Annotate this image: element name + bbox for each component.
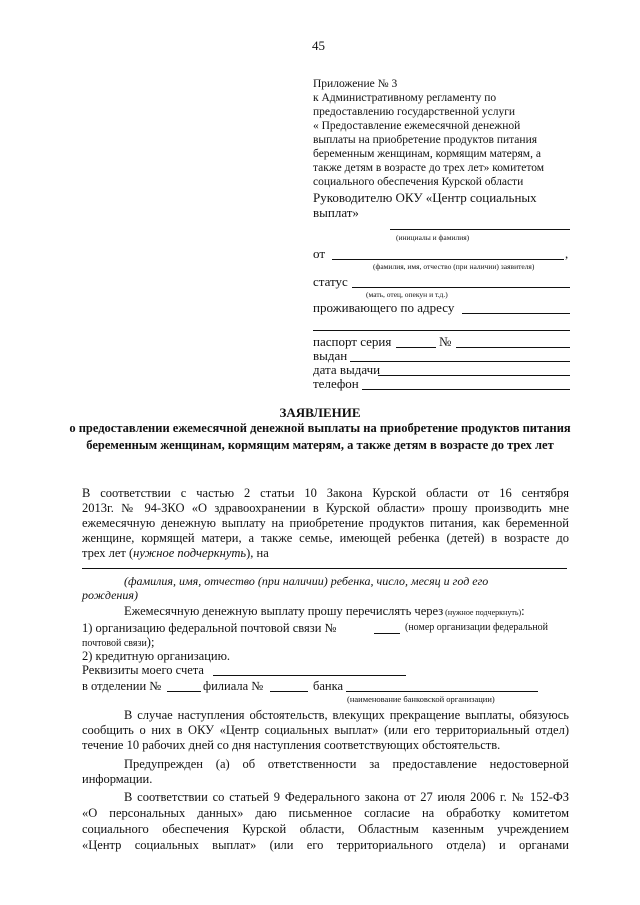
body-line: «О персональных данных» даю письменное согласие на обработку комитетом — [82, 806, 569, 820]
initials-caption: (инициалы и фамилия) — [396, 233, 470, 242]
status-line[interactable] — [352, 287, 570, 288]
passport-label: паспорт серия — [313, 334, 392, 349]
issued-label: выдан — [313, 348, 348, 363]
branch-number-line[interactable] — [167, 691, 201, 692]
post-note-2 — [82, 635, 154, 650]
header-line: предоставлению государственной услуги — [313, 106, 516, 118]
page-number: 45 — [312, 38, 325, 53]
bank-caption: (наименование банковской организации) — [347, 694, 495, 704]
account-label: Реквизиты моего счета — [82, 663, 204, 677]
body-line: В соответствии со статьей 9 Федерального закона от 27 июля 2006 г. № 152-ФЗ — [124, 790, 569, 804]
status-caption: (мать, отец, опекун и т.д.) — [366, 290, 448, 299]
addressee-line-2: выплат» — [313, 205, 359, 220]
payment-method-line — [124, 604, 525, 619]
body-text: ), на — [246, 546, 269, 560]
document-title: ЗАЯВЛЕНИЕ — [279, 405, 361, 420]
body-text: почтовой связи — [82, 638, 147, 649]
body-line: Предупрежден (а) об ответственности за предоставление недостоверной — [124, 757, 569, 771]
filial-number-line[interactable] — [270, 691, 308, 692]
body-line: «Центр социальных выплат» (или его территориального отдела) и органами — [82, 838, 569, 852]
header-line: к Административному регламенту по — [313, 92, 497, 104]
option-bank: 2) кредитную организацию. — [82, 649, 231, 663]
issue-date-line[interactable] — [378, 375, 570, 376]
header-line: выплаты на приобретение продуктов питания — [313, 134, 538, 146]
body-line: ежемесячную денежную выплату на приобретение продуктов питания, как беременной — [82, 516, 569, 530]
body-line: течение 10 рабочих дней со дня наступления соответствующих обстоятельств. — [82, 738, 501, 752]
document-subtitle: о предоставлении ежемесячной денежной выплаты на приобретение продуктов питания беременным женщинам, кормящим матерям, а также детям в возрасте до трех лет — [69, 421, 571, 452]
header-line: социального обеспечения Курской области — [313, 176, 524, 188]
body-text-italic: нужное подчеркнуть — [133, 546, 247, 560]
body-line: В случае наступления обстоятельств, влекущих прекращение выплаты, обязуюсь — [124, 708, 569, 722]
header-line: беременным женщинам, кормящим матерям, а — [313, 148, 541, 160]
branch-label: в отделении № — [82, 679, 162, 693]
filial-label: филиала № — [203, 679, 264, 693]
body-text: ); — [146, 635, 155, 649]
body-line: информации. — [82, 772, 153, 786]
body-text: Ежемесячную денежную выплату прошу перечислять через — [124, 604, 444, 618]
body-line: В соответствии с частью 2 статьи 10 Закона Курской области от 16 сентября — [82, 486, 569, 500]
phone-label: телефон — [313, 376, 359, 391]
status-label: статус — [313, 274, 348, 289]
body-line: сообщить о них в ОКУ «Центр социальных выплат» (или его территориальный отдел) — [82, 723, 569, 737]
header-line: Приложение № 3 — [313, 78, 398, 90]
issued-line[interactable] — [350, 361, 570, 362]
bank-label: банка — [313, 679, 344, 693]
body-line: социального обеспечения Курской области, Областным казенным учреждением — [82, 822, 569, 836]
address-line-2[interactable] — [313, 330, 570, 331]
issue-date-label: дата выдачи — [313, 362, 381, 377]
from-caption: (фамилия, имя, отчество (при наличии) заявителя) — [373, 262, 535, 271]
child-caption: (фамилия, имя, отчество (при наличии) ребенка, число, месяц и год его — [124, 574, 489, 588]
addressee-line-1: Руководителю ОКУ «Центр социальных — [313, 190, 537, 205]
account-line[interactable] — [213, 675, 406, 676]
passport-number-line[interactable] — [456, 347, 570, 348]
phone-line[interactable] — [362, 389, 570, 390]
body-text: : — [521, 604, 525, 618]
bank-name-line[interactable] — [346, 691, 538, 692]
body-text: трех лет ( — [82, 546, 134, 560]
from-comma: , — [565, 246, 569, 261]
body-line: 2013г. № 94-ЗКО «О здравоохранении в Курской области» прошу производить мне — [82, 501, 569, 515]
initials-line[interactable] — [390, 229, 570, 230]
option-post: 1) организацию федеральной почтовой связи № — [82, 621, 337, 635]
payment-note: (нужное подчеркнуть) — [443, 608, 522, 617]
header-line: также детям в возрасте до трех лет» комитетом — [313, 162, 545, 174]
passport-series-line[interactable] — [396, 347, 436, 348]
body-line: женщине, кормящей матери, а также семье, имеющей ребенка (детей) в возрасте до — [82, 531, 569, 545]
header-line: « Предоставление ежемесячной денежной — [313, 120, 521, 132]
from-line[interactable] — [332, 259, 564, 260]
post-office-number-line[interactable] — [374, 633, 400, 634]
post-note: (номер организации федеральной — [405, 622, 549, 633]
child-caption: рождения) — [82, 588, 138, 602]
from-label: от — [313, 246, 326, 261]
passport-number-label: № — [439, 334, 452, 349]
body-line-last — [82, 546, 269, 561]
child-info-line[interactable] — [82, 568, 567, 569]
address-line-1[interactable] — [462, 313, 570, 314]
address-label: проживающего по адресу — [313, 300, 455, 315]
